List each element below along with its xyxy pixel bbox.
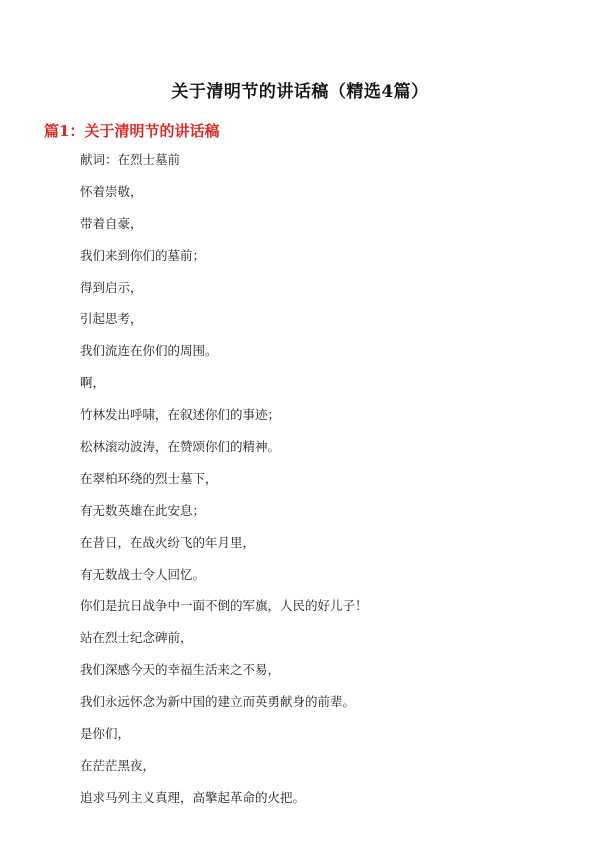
body-line: 得到启示， xyxy=(80,279,143,295)
body-line: 站在烈士纪念碑前， xyxy=(80,630,193,646)
body-line: 有无数英雄在此安息； xyxy=(80,502,206,518)
body-line: 带着自豪， xyxy=(80,215,143,231)
body-line: 我们永远怀念为新中国的建立而英勇献身的前辈。 xyxy=(80,694,356,710)
body-line: 是你们， xyxy=(80,726,131,742)
body-line: 竹林发出呼啸，在叙述你们的事迹； xyxy=(80,407,281,423)
body-line: 在昔日，在战火纷飞的年月里， xyxy=(80,534,256,550)
body-line: 松林滚动波涛，在赞颂你们的精神。 xyxy=(80,439,281,455)
body-line: 追求马列主义真理，高擎起革命的火把。 xyxy=(80,789,306,805)
body-line: 我们来到你们的墓前； xyxy=(80,247,206,263)
body-line: 在茫茫黑夜， xyxy=(80,757,156,773)
body-line: 我们深感今天的幸福生活来之不易， xyxy=(80,662,281,678)
section-heading: 篇1：关于清明节的讲话稿 xyxy=(44,122,220,140)
body-line: 我们流连在你们的周围。 xyxy=(80,343,218,359)
body-text xyxy=(80,151,368,821)
body-line: 怀着崇敬， xyxy=(80,183,143,199)
body-line: 啊， xyxy=(80,375,106,391)
body-line: 引起思考， xyxy=(80,311,143,327)
body-line: 你们是抗日战争中一面不倒的军旗，人民的好儿子！ xyxy=(80,598,368,614)
body-line: 在翠柏环绕的烈士墓下， xyxy=(80,470,218,486)
body-line: 有无数战士令人回忆。 xyxy=(80,566,206,582)
body-line: 献词：在烈士墓前 xyxy=(80,152,181,167)
document-title: 关于清明节的讲话稿（精选4篇） xyxy=(171,82,429,102)
